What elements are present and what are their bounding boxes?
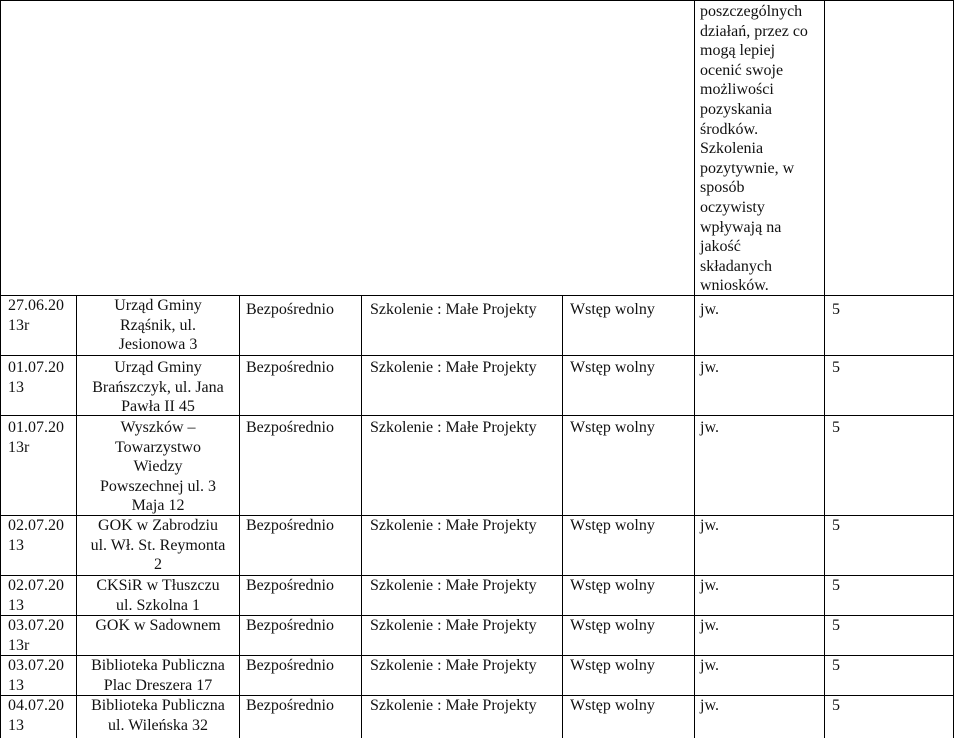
effects-cell-continued: [700, 2, 808, 296]
date-cell: [8, 696, 64, 735]
place-line: Urząd Gminy: [114, 297, 202, 314]
date-line: 13: [8, 378, 24, 396]
count-cell: 5: [832, 419, 840, 436]
text-line: pozytywnie, w: [700, 159, 795, 177]
access-cell: Wstęp wolny: [570, 359, 655, 376]
mode-cell: Bezpośrednio: [246, 301, 334, 318]
text-line: wniosków.: [700, 277, 769, 295]
text-line: oczywisty: [700, 198, 765, 216]
place-line: Wyszków –: [120, 419, 196, 436]
place-line: 2: [154, 556, 162, 574]
access-cell: Wstęp wolny: [570, 657, 655, 674]
place-cell: [77, 616, 239, 636]
place-line: Maja 12: [131, 497, 185, 515]
date-line: 01.07.20: [8, 359, 64, 376]
count-cell: 5: [832, 697, 840, 714]
mode-cell: Bezpośrednio: [246, 359, 334, 376]
text-line: sposób: [700, 179, 745, 197]
date-line: 13r: [8, 438, 30, 456]
access-cell: Wstęp wolny: [570, 617, 655, 634]
grid-line: [239, 295, 240, 738]
place-line: GOK w Sadownem: [95, 617, 221, 634]
date-line: 13r: [8, 316, 30, 334]
date-line: 02.07.20: [8, 577, 64, 594]
text-line: działań, przez co: [700, 22, 808, 40]
count-cell: 5: [832, 517, 840, 534]
grid-line: [361, 295, 362, 738]
date-line: 03.07.20: [8, 617, 64, 634]
type-cell: Szkolenie : Małe Projekty: [370, 657, 537, 674]
count-cell: 5: [832, 657, 840, 674]
date-line: 13: [8, 536, 24, 554]
date-cell: [8, 656, 64, 695]
access-cell: Wstęp wolny: [570, 697, 655, 714]
place-cell: [77, 576, 239, 615]
grid-line: [694, 0, 695, 738]
place-cell: [77, 418, 239, 516]
place-line: Brańszczyk, ul. Jana: [92, 378, 224, 396]
grid-line: [953, 0, 954, 738]
effects-cell: jw.: [700, 359, 719, 376]
access-cell: Wstęp wolny: [570, 419, 655, 436]
date-cell: [8, 358, 64, 397]
effects-cell: jw.: [700, 697, 719, 714]
place-cell: [77, 656, 239, 695]
date-line: 04.07.20: [8, 697, 64, 714]
place-line: Towarzystwo: [115, 438, 201, 456]
place-line: ul. Szkolna 1: [116, 596, 200, 614]
date-line: 13: [8, 716, 24, 734]
text-line: składanych: [700, 257, 772, 275]
grid-line: [562, 295, 563, 738]
type-cell: Szkolenie : Małe Projekty: [370, 617, 537, 634]
place-line: Pawła II 45: [121, 398, 195, 416]
place-cell: [77, 296, 239, 355]
grid-line: [0, 0, 954, 1]
date-line: 02.07.20: [8, 517, 64, 534]
grid-line: [0, 355, 954, 356]
date-cell: [8, 516, 64, 555]
count-cell: 5: [832, 359, 840, 376]
grid-line: [0, 0, 1, 738]
text-line: wpływają na: [700, 218, 782, 236]
place-line: GOK w Zabrodziu: [98, 517, 218, 534]
count-cell: 5: [832, 301, 840, 318]
access-cell: Wstęp wolny: [570, 577, 655, 594]
place-line: Rząśnik, ul.: [120, 316, 196, 334]
date-line: 13: [8, 596, 24, 614]
mode-cell: Bezpośrednio: [246, 419, 334, 436]
type-cell: Szkolenie : Małe Projekty: [370, 359, 537, 376]
place-line: ul. Wileńska 32: [108, 716, 208, 734]
grid-line: [824, 0, 825, 738]
mode-cell: Bezpośrednio: [246, 517, 334, 534]
place-line: Jesionowa 3: [118, 336, 198, 354]
effects-cell: jw.: [700, 301, 719, 318]
place-cell: [77, 358, 239, 417]
place-line: Biblioteka Publiczna: [91, 697, 225, 714]
place-line: Urząd Gminy: [114, 359, 202, 376]
place-line: CKSiR w Tłuszczu: [96, 577, 220, 594]
place-cell: [77, 516, 239, 575]
text-line: środków.: [700, 120, 759, 138]
text-line: Szkolenia: [700, 140, 764, 158]
text-line: jakość: [700, 238, 741, 256]
date-line: 13: [8, 676, 24, 694]
text-line: ocenić swoje: [700, 61, 784, 79]
count-cell: 5: [832, 617, 840, 634]
place-line: Biblioteka Publiczna: [91, 657, 225, 674]
date-line: 03.07.20: [8, 657, 64, 674]
mode-cell: Bezpośrednio: [246, 617, 334, 634]
effects-cell: jw.: [700, 577, 719, 594]
effects-cell: jw.: [700, 657, 719, 674]
date-line: 13r: [8, 636, 30, 654]
type-cell: Szkolenie : Małe Projekty: [370, 419, 537, 436]
count-cell: 5: [832, 577, 840, 594]
access-cell: Wstęp wolny: [570, 301, 655, 318]
mode-cell: Bezpośrednio: [246, 657, 334, 674]
place-line: Wiedzy: [133, 458, 183, 476]
type-cell: Szkolenie : Małe Projekty: [370, 301, 537, 318]
mode-cell: Bezpośrednio: [246, 697, 334, 714]
date-cell: [8, 418, 64, 457]
text-line: możliwości: [700, 81, 774, 99]
date-line: 27.06.20: [8, 297, 64, 314]
text-line: mogą lepiej: [700, 42, 776, 60]
place-cell: [77, 696, 239, 735]
effects-cell: jw.: [700, 419, 719, 436]
effects-cell: jw.: [700, 617, 719, 634]
date-cell: [8, 576, 64, 615]
place-line: Powszechnej ul. 3: [100, 477, 216, 495]
text-line: poszczególnych: [700, 3, 803, 20]
type-cell: Szkolenie : Małe Projekty: [370, 577, 537, 594]
type-cell: Szkolenie : Małe Projekty: [370, 697, 537, 714]
effects-cell: jw.: [700, 517, 719, 534]
place-line: Plac Dreszera 17: [103, 676, 213, 694]
type-cell: Szkolenie : Małe Projekty: [370, 517, 537, 534]
place-line: ul. Wł. St. Reymonta: [90, 536, 226, 554]
date-cell: [8, 616, 64, 655]
text-line: pozyskania: [700, 100, 772, 118]
date-cell: [8, 296, 64, 335]
access-cell: Wstęp wolny: [570, 517, 655, 534]
date-line: 01.07.20: [8, 419, 64, 436]
mode-cell: Bezpośrednio: [246, 577, 334, 594]
